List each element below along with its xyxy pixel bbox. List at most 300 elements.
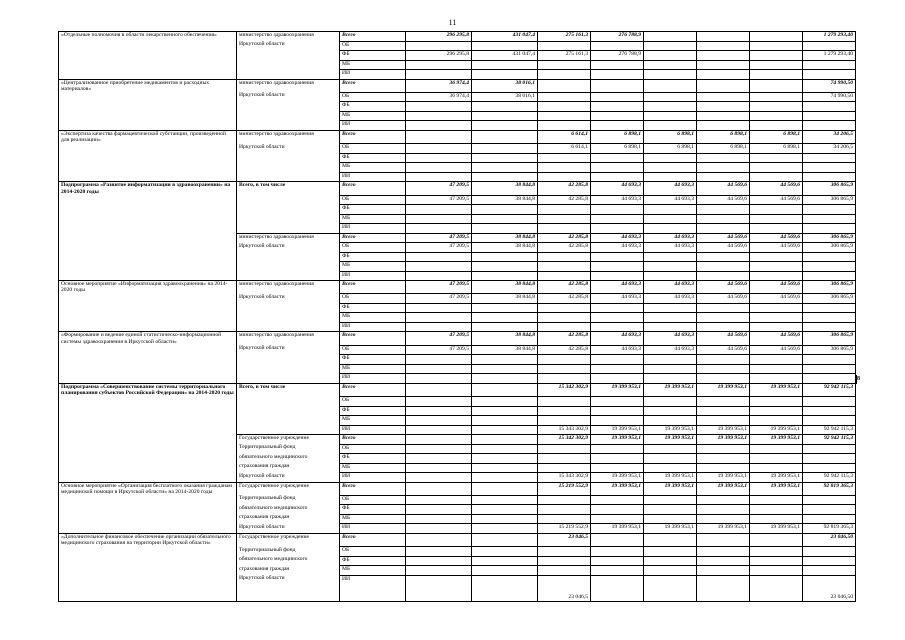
- value-cell: [803, 566, 856, 576]
- value-cell: [406, 374, 472, 384]
- source-code-cell: Всего: [340, 182, 406, 195]
- value-cell: [591, 163, 644, 173]
- value-cell: [472, 454, 538, 464]
- value-cell: [803, 374, 856, 384]
- value-cell: 44 569,6: [750, 195, 803, 205]
- responsible-cell: [237, 425, 340, 435]
- value-cell: 44 569,6: [697, 345, 750, 355]
- value-cell: 42 285,8: [538, 243, 591, 253]
- value-cell: [406, 514, 472, 524]
- source-code-cell: ФБ: [340, 51, 406, 61]
- table-row: [59, 374, 856, 384]
- source-code-cell: ОБ: [340, 444, 406, 454]
- responsible-cell: министерство здравоохранения: [237, 233, 340, 243]
- value-cell: [538, 416, 591, 426]
- value-cell: [538, 224, 591, 234]
- event-name-cell: [59, 364, 237, 374]
- value-cell: [472, 566, 538, 576]
- value-cell: 44 693,3: [644, 345, 697, 355]
- event-name-cell: [59, 495, 237, 505]
- value-cell: 19 399 953,1: [750, 435, 803, 445]
- value-cell: 74 990,50: [803, 79, 856, 92]
- value-cell: [697, 322, 750, 332]
- source-code-cell: Всего: [340, 383, 406, 396]
- source-code-cell: Всего: [340, 233, 406, 243]
- event-name-cell: [59, 121, 237, 131]
- value-cell: [803, 556, 856, 566]
- value-cell: [591, 566, 644, 576]
- value-cell: [697, 355, 750, 365]
- responsible-cell: [237, 303, 340, 313]
- value-cell: [697, 79, 750, 92]
- table-row: [59, 524, 856, 534]
- value-cell: [644, 153, 697, 163]
- event-name-cell: Основное мероприятие «Информатизация здравоохранения» на 2014-2020 годы: [59, 281, 237, 294]
- value-cell: [472, 556, 538, 566]
- responsible-cell: [237, 322, 340, 332]
- value-cell: [406, 130, 472, 143]
- value-cell: [644, 70, 697, 80]
- value-cell: [697, 556, 750, 566]
- responsible-cell: Государственное учреждение: [237, 435, 340, 445]
- value-cell: 19 399 953,1: [644, 482, 697, 495]
- source-code-cell: ИИ: [340, 271, 406, 281]
- event-name-cell: [59, 524, 237, 534]
- event-name-cell: «Формирование и ведение единой статистическо-информационной системы здравоохранения в Иркутской области»: [59, 332, 237, 345]
- value-cell: 42 285,8: [538, 195, 591, 205]
- value-cell: [472, 163, 538, 173]
- value-cell: [472, 575, 538, 601]
- value-cell: 42 285,8: [538, 345, 591, 355]
- value-cell: [803, 262, 856, 272]
- responsible-cell: Иркутской области: [237, 345, 340, 355]
- value-cell: [697, 32, 750, 42]
- event-name-cell: [59, 243, 237, 253]
- value-cell: [697, 153, 750, 163]
- value-cell: [591, 397, 644, 407]
- value-cell: [644, 463, 697, 473]
- value-cell: 19 399 953,1: [644, 383, 697, 396]
- value-cell: 44 693,3: [591, 332, 644, 345]
- value-cell: [697, 172, 750, 182]
- value-cell: [697, 224, 750, 234]
- value-cell: [644, 214, 697, 224]
- value-cell: [750, 79, 803, 92]
- value-cell: 47 209,5: [406, 294, 472, 304]
- value-cell: [472, 322, 538, 332]
- value-cell: [697, 547, 750, 557]
- value-cell: [697, 102, 750, 112]
- value-cell: 15 342 302,9: [538, 383, 591, 396]
- value-cell: [697, 495, 750, 505]
- value-cell: [538, 444, 591, 454]
- source-code-cell: МБ: [340, 463, 406, 473]
- value-cell: [697, 463, 750, 473]
- value-cell: [803, 406, 856, 416]
- value-cell: [406, 153, 472, 163]
- value-cell: [750, 313, 803, 323]
- value-cell: [644, 454, 697, 464]
- responsible-cell: обязательного медицинского: [237, 454, 340, 464]
- value-cell: [644, 444, 697, 454]
- value-cell: 44 569,6: [750, 233, 803, 243]
- event-name-cell: [59, 514, 237, 524]
- table-row: [59, 121, 856, 131]
- event-name-cell: [59, 41, 237, 51]
- value-cell: [472, 505, 538, 515]
- value-cell: 306 865,9: [803, 281, 856, 294]
- value-cell: [644, 41, 697, 51]
- table-row: [59, 205, 856, 215]
- source-code-cell: ИИ: [340, 224, 406, 234]
- value-cell: [591, 463, 644, 473]
- value-cell: 92 942 115,3: [803, 473, 856, 483]
- value-cell: [803, 547, 856, 557]
- event-name-cell: [59, 397, 237, 407]
- table-row: [59, 252, 856, 262]
- value-cell: 44 693,3: [644, 243, 697, 253]
- event-name-cell: [59, 435, 237, 445]
- value-cell: [472, 473, 538, 483]
- value-cell: [406, 172, 472, 182]
- value-cell: [697, 313, 750, 323]
- value-cell: [591, 547, 644, 557]
- value-cell: [591, 70, 644, 80]
- value-cell: [591, 514, 644, 524]
- event-name-cell: [59, 51, 237, 61]
- source-code-cell: ФБ: [340, 252, 406, 262]
- event-name-cell: [59, 425, 237, 435]
- value-cell: [750, 262, 803, 272]
- value-cell: [538, 355, 591, 365]
- value-cell: [472, 224, 538, 234]
- value-cell: 275 161,3: [538, 51, 591, 61]
- value-cell: 275 161,3: [538, 32, 591, 42]
- value-cell: [406, 252, 472, 262]
- value-cell: [472, 172, 538, 182]
- source-code-cell: МБ: [340, 163, 406, 173]
- table-row: [59, 111, 856, 121]
- value-cell: [803, 224, 856, 234]
- value-cell: [472, 41, 538, 51]
- event-name-cell: «Дополнительное финансовое обеспечение организации обязательного медицинского страхования на территории Иркутской области»: [59, 533, 237, 546]
- value-cell: [538, 121, 591, 131]
- source-code-cell: ФБ: [340, 454, 406, 464]
- value-cell: [644, 533, 697, 546]
- value-cell: [697, 303, 750, 313]
- value-cell: [697, 252, 750, 262]
- responsible-cell: министерство здравоохранения: [237, 130, 340, 143]
- responsible-cell: Иркутской области: [237, 294, 340, 304]
- value-cell: [472, 70, 538, 80]
- source-code-cell: ИИ: [340, 575, 406, 601]
- table-row: [59, 303, 856, 313]
- responsible-cell: обязательного медицинского: [237, 556, 340, 566]
- event-name-cell: [59, 505, 237, 515]
- value-cell: [697, 416, 750, 426]
- value-cell: [406, 397, 472, 407]
- value-cell: 19 399 953,1: [591, 473, 644, 483]
- value-cell: [750, 454, 803, 464]
- table-row: [59, 444, 856, 454]
- value-cell: 44 693,3: [644, 233, 697, 243]
- value-cell: [406, 524, 472, 534]
- value-cell: 296 295,8: [406, 32, 472, 42]
- value-cell: [750, 364, 803, 374]
- value-cell: [406, 163, 472, 173]
- value-cell: [750, 153, 803, 163]
- value-cell: [697, 271, 750, 281]
- value-cell: 431 047,4: [472, 51, 538, 61]
- event-name-cell: [59, 195, 237, 205]
- value-cell: [406, 364, 472, 374]
- value-cell: [472, 406, 538, 416]
- table-row: [59, 281, 856, 294]
- value-cell: 44 569,6: [750, 345, 803, 355]
- value-cell: 38 844,8: [472, 233, 538, 243]
- table-row: [59, 224, 856, 234]
- value-cell: 15 343 302,9: [538, 425, 591, 435]
- value-cell: [591, 374, 644, 384]
- value-cell: 6 898,1: [644, 144, 697, 154]
- source-code-cell: МБ: [340, 60, 406, 70]
- source-code-cell: ИИ: [340, 425, 406, 435]
- event-name-cell: [59, 172, 237, 182]
- value-cell: [591, 60, 644, 70]
- value-cell: [406, 495, 472, 505]
- value-cell: [472, 153, 538, 163]
- table-row: [59, 322, 856, 332]
- value-cell: [644, 172, 697, 182]
- value-cell: [644, 514, 697, 524]
- value-cell: 15 219 552,9: [538, 524, 591, 534]
- source-code-cell: Всего: [340, 32, 406, 42]
- source-code-cell: Всего: [340, 130, 406, 143]
- value-cell: 44 693,3: [591, 345, 644, 355]
- value-cell: [697, 364, 750, 374]
- value-cell: 92 942 115,3: [803, 383, 856, 396]
- source-code-cell: ИИ: [340, 172, 406, 182]
- source-code-cell: ОБ: [340, 92, 406, 102]
- value-cell: [538, 374, 591, 384]
- event-name-cell: [59, 70, 237, 80]
- value-cell: [538, 60, 591, 70]
- value-cell: [750, 556, 803, 566]
- value-cell: [538, 262, 591, 272]
- value-cell: 44 693,3: [591, 195, 644, 205]
- responsible-cell: Всего, в том числе: [237, 182, 340, 195]
- value-cell: [803, 364, 856, 374]
- value-cell: [750, 214, 803, 224]
- table-row: [59, 182, 856, 195]
- table-row: [59, 345, 856, 355]
- value-cell: 42 285,8: [538, 281, 591, 294]
- value-cell: [644, 313, 697, 323]
- table-row: [59, 383, 856, 396]
- value-cell: [803, 397, 856, 407]
- value-cell: [803, 111, 856, 121]
- responsible-cell: Всего, в том числе: [237, 383, 340, 396]
- responsible-cell: [237, 374, 340, 384]
- value-cell: [750, 92, 803, 102]
- table-row: [59, 32, 856, 42]
- value-cell: [697, 566, 750, 576]
- table-row: [59, 332, 856, 345]
- value-cell: [472, 262, 538, 272]
- event-name-cell: Подпрограмма «Развитие информатизации в здравоохранении» на 2014-2020 годы: [59, 182, 237, 195]
- event-name-cell: [59, 556, 237, 566]
- value-cell: [591, 262, 644, 272]
- value-cell: [750, 51, 803, 61]
- table-row: [59, 355, 856, 365]
- value-cell: [750, 514, 803, 524]
- responsible-cell: [237, 224, 340, 234]
- value-cell: [644, 224, 697, 234]
- value-cell: 19 399 953,1: [644, 425, 697, 435]
- page-number: 11: [448, 18, 457, 27]
- value-cell: [406, 547, 472, 557]
- value-cell: [591, 172, 644, 182]
- value-cell: [803, 271, 856, 281]
- value-cell: [697, 163, 750, 173]
- value-cell: [472, 514, 538, 524]
- source-code-cell: ОБ: [340, 397, 406, 407]
- table-row: [59, 416, 856, 426]
- value-cell: [750, 547, 803, 557]
- value-cell: [538, 303, 591, 313]
- value-cell: [406, 473, 472, 483]
- value-cell: [803, 163, 856, 173]
- value-cell: [472, 425, 538, 435]
- source-code-cell: ОБ: [340, 195, 406, 205]
- value-cell: [406, 303, 472, 313]
- value-cell: [644, 60, 697, 70]
- value-cell: [406, 70, 472, 80]
- responsible-cell: [237, 313, 340, 323]
- table-row: [59, 313, 856, 323]
- value-cell: [538, 514, 591, 524]
- value-cell: [406, 205, 472, 215]
- source-code-cell: ИИ: [340, 524, 406, 534]
- source-code-cell: МБ: [340, 364, 406, 374]
- value-cell: 19 399 953,1: [750, 383, 803, 396]
- responsible-cell: страхования граждан: [237, 463, 340, 473]
- value-cell: 19 399 953,1: [697, 425, 750, 435]
- value-cell: [697, 575, 750, 601]
- value-cell: [538, 495, 591, 505]
- value-cell: 44 693,3: [591, 281, 644, 294]
- source-code-cell: МБ: [340, 514, 406, 524]
- value-cell: [538, 454, 591, 464]
- value-cell: 38 016,1: [472, 79, 538, 92]
- table-row: [59, 102, 856, 112]
- value-cell: [803, 153, 856, 163]
- event-name-cell: «Централизованное приобретение медикаментов и расходных материалов»: [59, 79, 237, 92]
- value-cell: [750, 374, 803, 384]
- value-cell: 38 844,8: [472, 195, 538, 205]
- value-cell: 34 206,5: [803, 130, 856, 143]
- value-cell: [644, 303, 697, 313]
- value-cell: [406, 463, 472, 473]
- value-cell: [538, 102, 591, 112]
- value-cell: 44 569,6: [697, 195, 750, 205]
- value-cell: [750, 121, 803, 131]
- value-cell: [644, 495, 697, 505]
- value-cell: 6 898,1: [644, 130, 697, 143]
- source-code-cell: Всего: [340, 533, 406, 546]
- responsible-cell: [237, 364, 340, 374]
- value-cell: [538, 205, 591, 215]
- source-code-cell: Всего: [340, 332, 406, 345]
- event-name-cell: [59, 102, 237, 112]
- value-cell: [406, 482, 472, 495]
- value-cell: 6 898,1: [697, 130, 750, 143]
- responsible-cell: [237, 60, 340, 70]
- value-cell: [406, 60, 472, 70]
- responsible-cell: [237, 214, 340, 224]
- value-cell: 19 399 953,1: [591, 435, 644, 445]
- responsible-cell: Иркутской области: [237, 243, 340, 253]
- value-cell: [591, 533, 644, 546]
- value-cell: 19 399 953,1: [697, 383, 750, 396]
- event-name-cell: [59, 153, 237, 163]
- value-cell: 42 285,8: [538, 233, 591, 243]
- table-row: [59, 556, 856, 566]
- value-cell: [538, 566, 591, 576]
- value-cell: [538, 172, 591, 182]
- value-cell: [406, 355, 472, 365]
- value-cell: 276 788,9: [591, 51, 644, 61]
- table-row: [59, 533, 856, 546]
- responsible-cell: [237, 172, 340, 182]
- value-cell: [803, 303, 856, 313]
- value-cell: [591, 224, 644, 234]
- value-cell: 276 788,9: [591, 32, 644, 42]
- event-name-cell: [59, 144, 237, 154]
- value-cell: 44 569,6: [750, 243, 803, 253]
- value-cell: [803, 60, 856, 70]
- source-code-cell: ФБ: [340, 205, 406, 215]
- value-cell: [591, 153, 644, 163]
- value-cell: 1 279 293,40: [803, 32, 856, 42]
- table-row: [59, 92, 856, 102]
- value-cell: 23 046,50: [803, 533, 856, 546]
- value-cell: [406, 425, 472, 435]
- value-cell: 19 399 953,1: [591, 383, 644, 396]
- value-cell: 47 209,5: [406, 195, 472, 205]
- value-cell: [697, 111, 750, 121]
- responsible-cell: Территориальный фонд: [237, 547, 340, 557]
- value-cell: [591, 121, 644, 131]
- value-cell: [472, 416, 538, 426]
- responsible-cell: [237, 51, 340, 61]
- value-cell: [406, 406, 472, 416]
- responsible-cell: [237, 355, 340, 365]
- value-cell: [472, 144, 538, 154]
- value-cell: [803, 205, 856, 215]
- table-row: [59, 397, 856, 407]
- responsible-cell: министерство здравоохранения: [237, 79, 340, 92]
- value-cell: [697, 51, 750, 61]
- value-cell: [538, 41, 591, 51]
- table-row: [59, 566, 856, 576]
- value-cell: [406, 383, 472, 396]
- source-code-cell: ОБ: [340, 345, 406, 355]
- source-code-cell: ОБ: [340, 495, 406, 505]
- value-cell: [591, 271, 644, 281]
- source-code-cell: ИИ: [340, 473, 406, 483]
- value-cell: 19 399 953,1: [750, 425, 803, 435]
